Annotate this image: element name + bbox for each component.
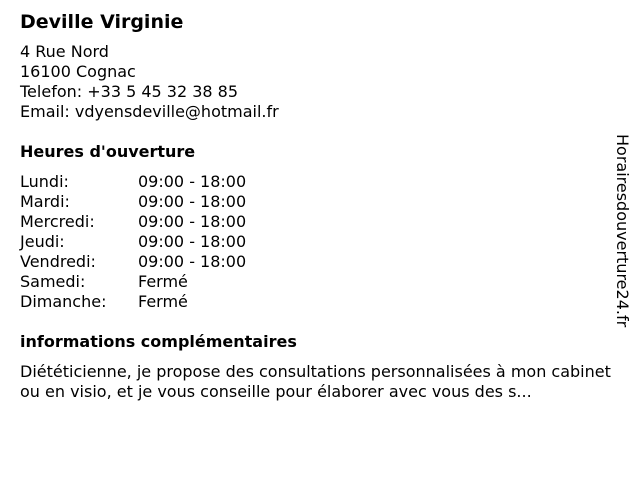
hours-row-tuesday <box>20 192 620 212</box>
hours-time: 09:00 - 18:00 <box>138 212 247 231</box>
hours-day: Jeudi: <box>20 232 65 251</box>
additional-info-title: informations complémentaires <box>20 332 297 351</box>
hours-time: Fermé <box>138 272 188 291</box>
address-city: 16100 Cognac <box>20 62 136 81</box>
hours-row-thursday <box>20 232 620 252</box>
address-street: 4 Rue Nord <box>20 42 109 61</box>
business-description: Diététicienne, je propose des consultations personnalisées à mon cabinet ou en visio, et je vous conseille pour élaborer avec vous des s... <box>20 362 611 401</box>
hours-day: Dimanche: <box>20 292 107 311</box>
hours-row-friday <box>20 252 620 272</box>
hours-day: Mercredi: <box>20 212 95 231</box>
hours-time: 09:00 - 18:00 <box>138 232 247 251</box>
hours-day: Mardi: <box>20 192 70 211</box>
hours-day: Vendredi: <box>20 252 96 271</box>
site-watermark: Horairesdouverture24.fr <box>613 134 632 328</box>
hours-day: Samedi: <box>20 272 86 291</box>
opening-hours-table <box>20 172 620 312</box>
hours-row-monday <box>20 172 620 192</box>
hours-row-sunday <box>20 292 620 312</box>
opening-hours-title: Heures d'ouverture <box>20 142 196 161</box>
hours-time: 09:00 - 18:00 <box>138 252 247 271</box>
hours-day: Lundi: <box>20 172 69 191</box>
business-name: Deville Virginie <box>20 11 184 33</box>
hours-row-saturday <box>20 272 620 292</box>
hours-time: 09:00 - 18:00 <box>138 192 247 211</box>
business-info <box>20 10 620 402</box>
email-address: Email: vdyensdeville@hotmail.fr <box>20 102 279 121</box>
hours-time: Fermé <box>138 292 188 311</box>
hours-time: 09:00 - 18:00 <box>138 172 247 191</box>
hours-row-wednesday <box>20 212 620 232</box>
phone-number: Telefon: +33 5 45 32 38 85 <box>20 82 239 101</box>
